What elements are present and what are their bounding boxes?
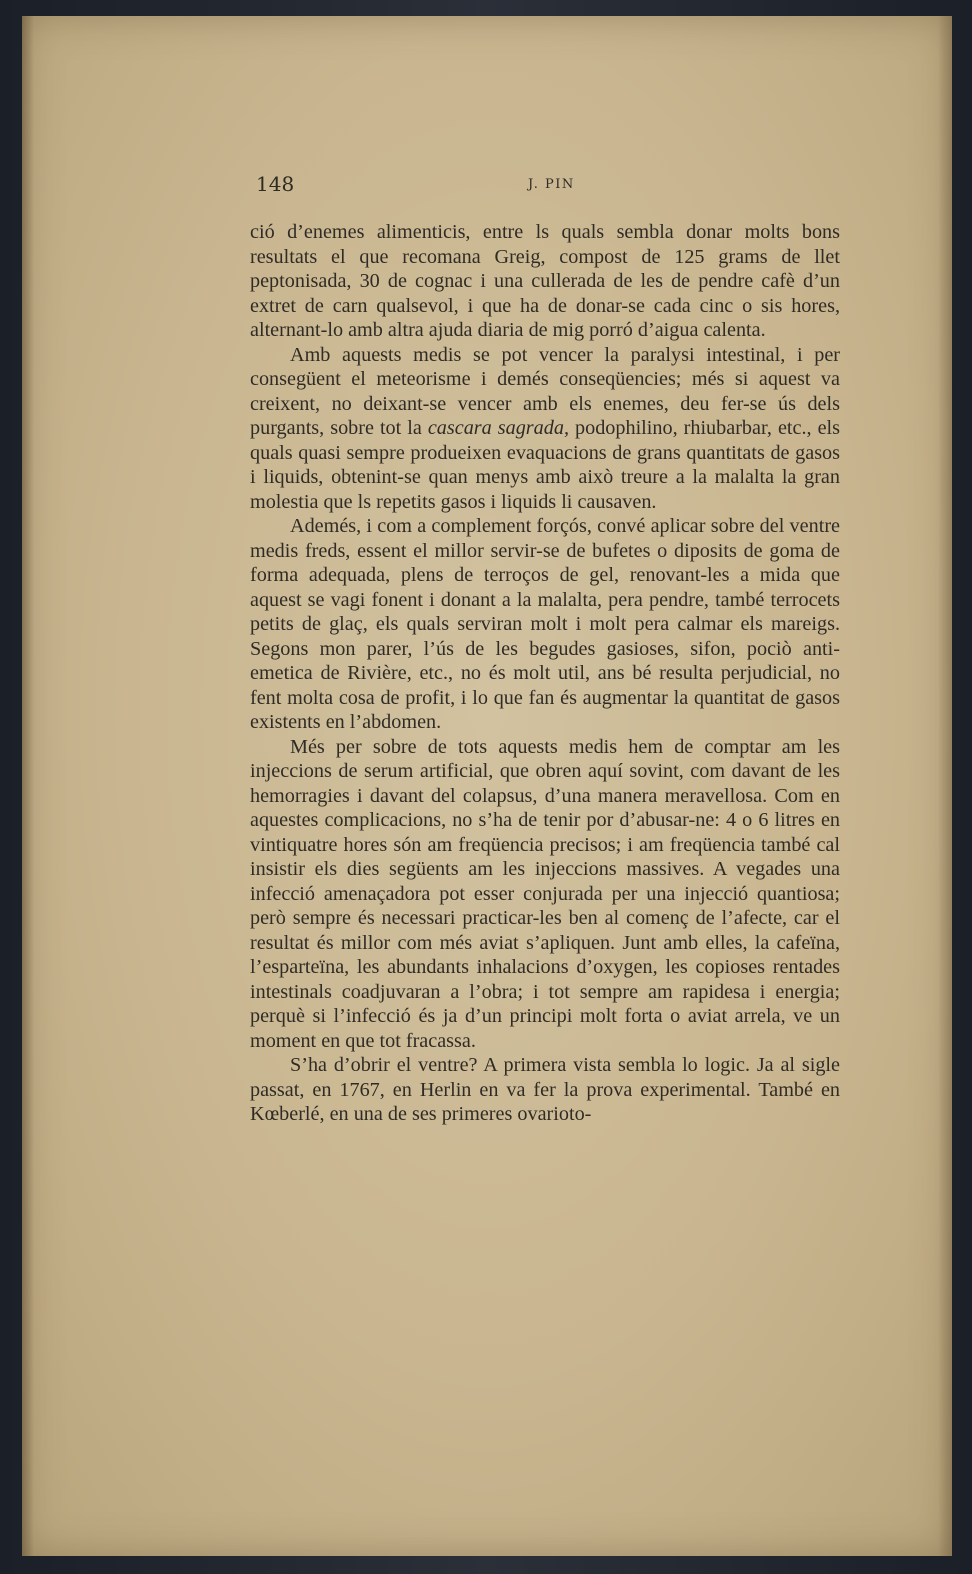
paragraph-4: Més per sobre de tots aquests medis hem de comptar am les injeccions de serum artificial, que obren aquí sovint, com davant de les hemorragies i davant del colapsus, d’una manera meravellosa. Com en aquestes complicacions, no s’ha de tenir por d’abusar-ne: 4 o 6 litres en vintiquatre hores són am freqüencia precisos; i am freqüencia també cal insistir els dies següents am les injeccions massives. A vegades una infecció amenaçadora pot esser conjurada per una injecció quantiosa; però sempre és necessari practicar-les ben al començ de l’afecte, car el resultat és millor com més aviat s’apliquen. Junt amb elles, la cafeïna, l’esparteïna, les abundants inhalacions d’oxygen, les copioses rentades intestinals coadjuvaran a l’obra; i tot sempre am rapidesa i energia; perquè si l’infecció és ja d’un principi molt forta o aviat arrela, ve un moment en que tot fracassa.	[250, 735, 840, 1052]
paragraph-2-start: Amb aquests medis se pot vencer la paralysi intestinal, i per consegüent el meteorisme i demés conseqüencies; més si aquest va creixent, no deixant-se vencer amb els enemes, deu fer-se ús dels purgants, sobre tot la	[250, 343, 840, 439]
paragraph-3: Ademés, i com a complement forçós, convé aplicar sobre del ventre medis freds, essent el millor servir-se de bufetes o diposits de goma de forma adequada, plens de terroços de gel, renovant-les a mida que aquest se vagi fonent i donant a la malalta, pera pendre, també terrocets petits de glaç, els quals serviran molt i molt pera calmar els mareigs. Segons mon parer, l’ús de les begudes gasioses, sifon, pociò anti-emetica de Rivière, etc., no és molt util, ans bé resulta perjudicial, no fent molta cosa de profit, i lo que fan és augmentar la quantitat de gasos existents en l’abdomen.	[250, 515, 840, 733]
page-edge	[938, 16, 952, 1556]
binding-shadow	[22, 16, 34, 1556]
paragraph-5: S’ha d’obrir el ventre? A primera vista sembla lo logic. Ja al sigle passat, en 1767, en Herlin en va fer la prova experimental. També en Kœberlé, en una de ses primeres ovarioto-	[250, 1054, 840, 1125]
body-text	[250, 220, 840, 1127]
paragraph-1: ció d’enemes alimenticis, entre ls quals sembla donar molts bons resultats el que recomana Greig, compost de 125 grams de llet peptonisada, 30 de cognac i una cullerada de les de pendre cafè d’un extret de carn qualsevol, i que ha de donar-se cada cinc o sis hores, alternant-lo amb altra ajuda diaria de mig porró d’aigua calenta.	[250, 221, 840, 341]
paragraph-2	[250, 343, 840, 515]
running-title: J. PIN	[528, 177, 575, 192]
page-number: 148	[256, 172, 295, 196]
paragraph-2-end: podophilino, rhiubarbar, etc., els quals quasi sempre produeixen evaquacions de grans quantitats de gasos i liquids, obtenint-se quan menys amb això treure a la malalta la gran molestia que ls repetits gasos i liquids li causaven.	[250, 417, 841, 513]
paragraph-2-italic: cascara sagrada,	[427, 417, 569, 439]
running-head	[256, 172, 856, 198]
